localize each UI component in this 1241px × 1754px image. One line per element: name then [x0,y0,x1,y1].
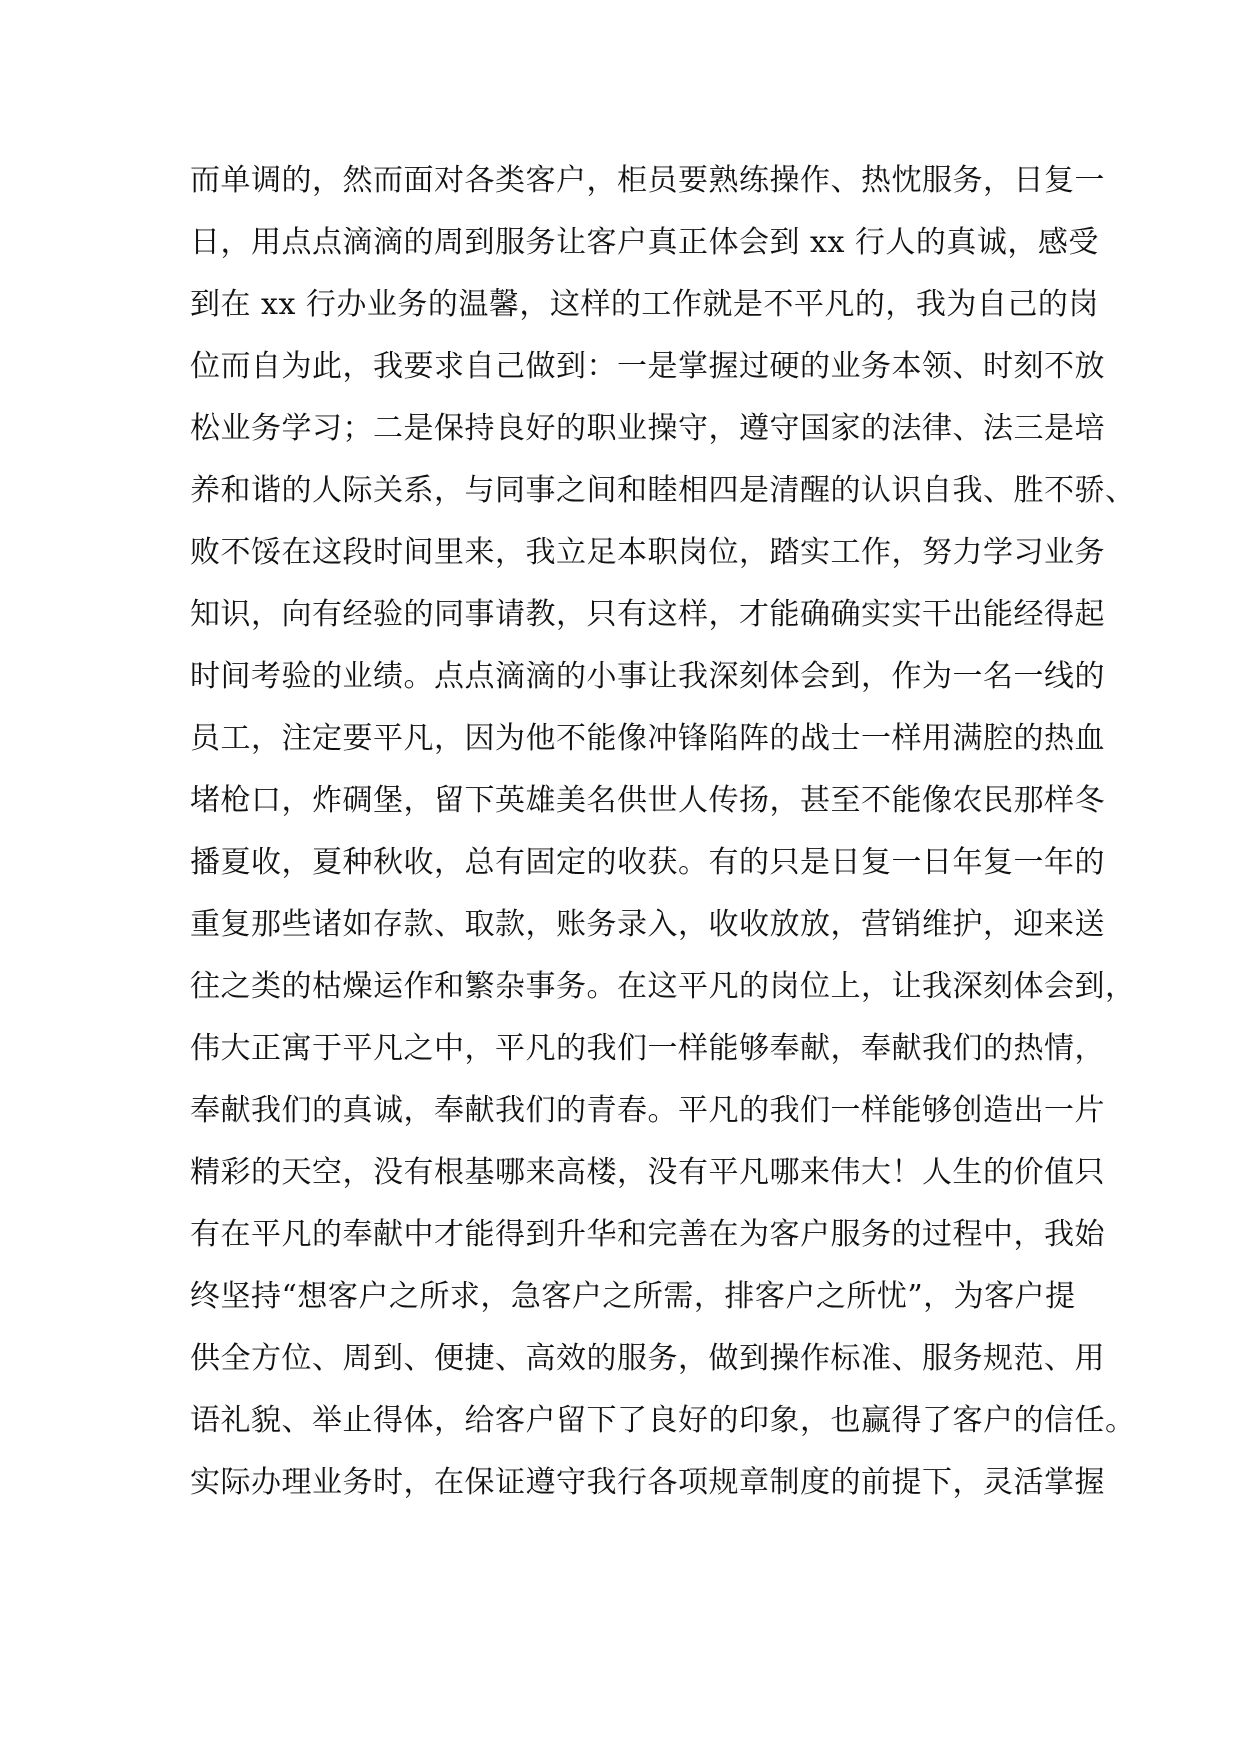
text-line: 奉献我们的真诚，奉献我们的青春。平凡的我们一样能够创造出一片 [190,1093,1105,1128]
text-line: 实际办理业务时，在保证遵守我行各项规章制度的前提下，灵活掌握 [190,1465,1105,1500]
text-line: 精彩的天空，没有根基哪来高楼，没有平凡哪来伟大！人生的价值只 [190,1155,1105,1190]
text-line: 重复那些诸如存款、取款，账务录入，收收放放，营销维护，迎来送 [190,907,1105,942]
text-line: 往之类的枯燥运作和繁杂事务。在这平凡的岗位上，让我深刻体会到， [190,969,1136,1004]
text-line: 员工，注定要平凡，因为他不能像冲锋陷阵的战士一样用满腔的热血 [190,721,1105,756]
text-line: 语礼貌、举止得体，给客户留下了良好的印象，也赢得了客户的信任。 [190,1403,1136,1438]
text-line: 败不馁在这段时间里来，我立足本职岗位，踏实工作，努力学习业务 [190,535,1105,570]
text-line: 知识，向有经验的同事请教，只有这样，才能确确实实干出能经得起 [190,597,1105,632]
text-line: 伟大正寓于平凡之中，平凡的我们一样能够奉献，奉献我们的热情， [190,1031,1105,1066]
text-line: 时间考验的业绩。点点滴滴的小事让我深刻体会到，作为一名一线的 [190,659,1105,694]
body-text [190,160,1136,1524]
text-line: 到在 xx 行办业务的温馨，这样的工作就是不平凡的，我为自己的岗 [190,287,1099,322]
text-line: 终坚持“想客户之所求，急客户之所需，排客户之所忧”，为客户提 [190,1279,1076,1314]
text-line: 供全方位、周到、便捷、高效的服务，做到操作标准、服务规范、用 [190,1341,1105,1376]
text-line: 养和谐的人际关系，与同事之间和睦相四是清醒的认识自我、胜不骄、 [190,473,1136,508]
text-line: 位而自为此，我要求自己做到：一是掌握过硬的业务本领、时刻不放 [190,349,1105,384]
text-line: 堵枪口，炸碉堡，留下英雄美名供世人传扬，甚至不能像农民那样冬 [190,783,1105,818]
text-line: 日，用点点滴滴的周到服务让客户真正体会到 xx 行人的真诚，感受 [190,225,1099,260]
text-line: 有在平凡的奉献中才能得到升华和完善在为客户服务的过程中，我始 [190,1217,1105,1252]
text-line: 松业务学习；二是保持良好的职业操守，遵守国家的法律、法三是培 [190,411,1105,446]
text-line: 播夏收，夏种秋收，总有固定的收获。有的只是日复一日年复一年的 [190,845,1105,880]
text-line: 而单调的，然而面对各类客户，柜员要熟练操作、热忱服务，日复一 [190,163,1105,198]
